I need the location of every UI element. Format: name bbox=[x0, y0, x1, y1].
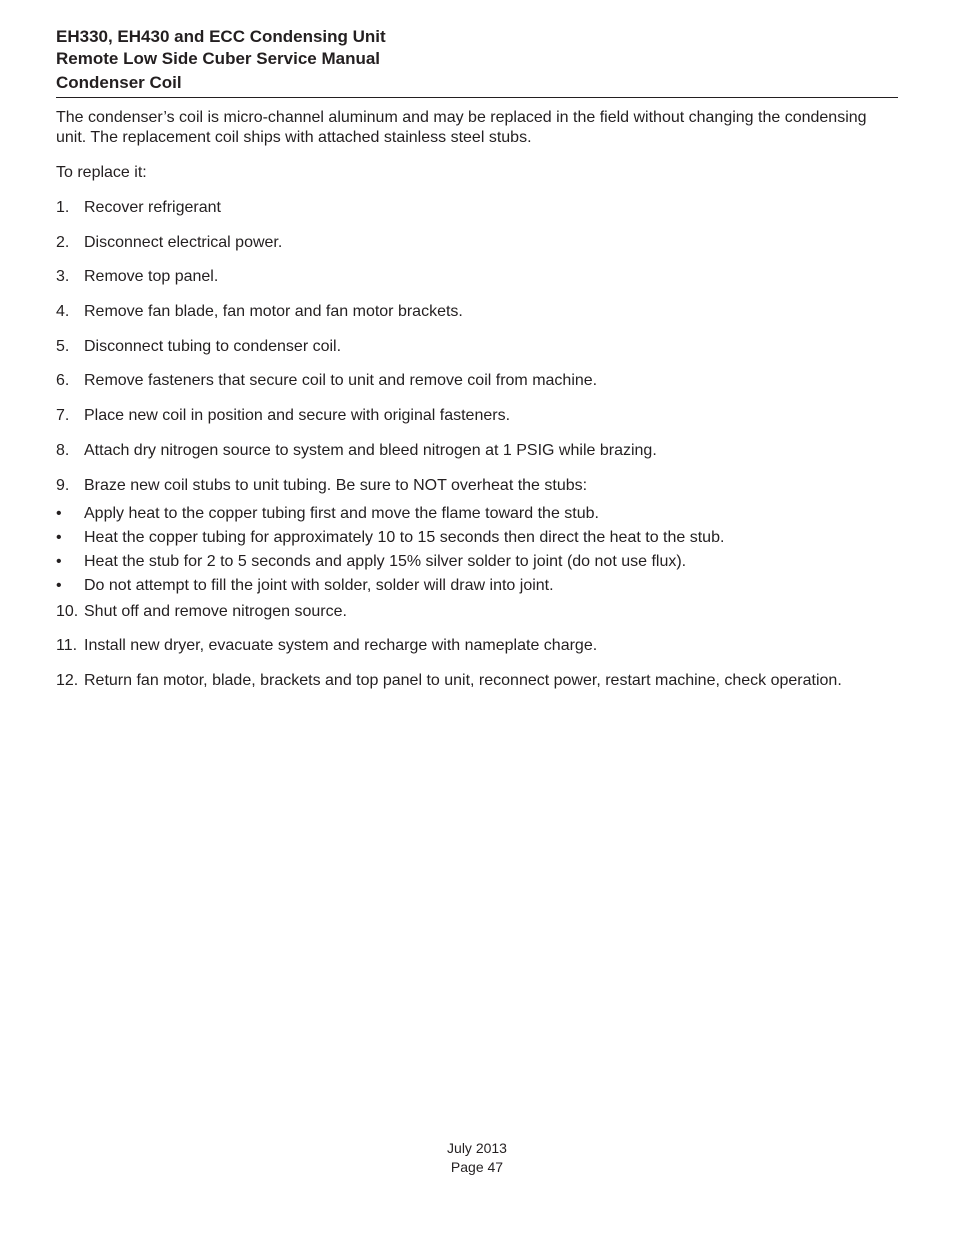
step-text: Braze new coil stubs to unit tubing. Be sure to NOT overheat the stubs: bbox=[84, 476, 588, 494]
page-footer bbox=[0, 1139, 954, 1177]
step-text: Place new coil in position and secure with original fasteners. bbox=[84, 407, 511, 425]
step-item bbox=[56, 267, 898, 287]
step-text: Shut off and remove nitrogen source. bbox=[84, 602, 347, 620]
step-text: Return fan motor, blade, brackets and top panel to unit, reconnect power, restart machine, check operation. bbox=[84, 671, 842, 689]
step-text: Disconnect tubing to condenser coil. bbox=[84, 337, 342, 355]
bullet-icon: • bbox=[56, 528, 62, 546]
sub-step-item bbox=[56, 528, 898, 548]
step-item bbox=[56, 233, 898, 253]
step-item bbox=[56, 337, 898, 357]
step-number: 4. bbox=[56, 303, 70, 321]
step-item bbox=[56, 441, 898, 461]
footer-date: July 2013 bbox=[447, 1140, 507, 1156]
step-item bbox=[56, 476, 898, 596]
step-number: 12. bbox=[56, 671, 79, 689]
step-item bbox=[56, 602, 898, 622]
sub-step-text: Apply heat to the copper tubing first and move the flame toward the stub. bbox=[84, 504, 599, 522]
step-item bbox=[56, 406, 898, 426]
step-text: Remove fasteners that secure coil to unit and remove coil from machine. bbox=[84, 372, 598, 390]
bullet-icon: • bbox=[56, 504, 62, 522]
step-number: 5. bbox=[56, 337, 70, 355]
step-text: Disconnect electrical power. bbox=[84, 233, 283, 251]
step-number: 9. bbox=[56, 476, 70, 494]
step-text: Remove fan blade, fan motor and fan motor brackets. bbox=[84, 303, 463, 321]
step-number: 1. bbox=[56, 199, 70, 216]
step-item bbox=[56, 671, 898, 691]
sub-step-item bbox=[56, 504, 898, 524]
intro-paragraph: The condenser’s coil is micro-channel aluminum and may be replaced in the field without changing the condensing unit. The replacement coil ships with attached stainless steel stubs. bbox=[56, 109, 867, 146]
sub-step-item bbox=[56, 552, 898, 572]
sub-step-text: Heat the stub for 2 to 5 seconds and apply 15% silver solder to joint (do not use flux). bbox=[84, 552, 687, 570]
section-title: Condenser Coil bbox=[56, 73, 182, 92]
footer-page-number: Page 47 bbox=[450, 1159, 504, 1175]
step-item bbox=[56, 302, 898, 322]
brazing-sub-steps bbox=[56, 504, 898, 596]
lead-paragraph: To replace it: bbox=[56, 164, 147, 181]
header-model-line: EH330, EH430 and ECC Condensing Unit bbox=[56, 27, 386, 46]
step-number: 11. bbox=[56, 637, 78, 655]
step-text: Remove top panel. bbox=[84, 268, 219, 286]
step-number: 8. bbox=[56, 441, 70, 459]
manual-page bbox=[56, 26, 898, 706]
replacement-steps bbox=[56, 198, 898, 691]
step-number: 7. bbox=[56, 407, 70, 425]
sub-step-text: Do not attempt to fill the joint with solder, solder will draw into joint. bbox=[84, 576, 554, 594]
sub-step-text: Heat the copper tubing for approximately 10 to 15 seconds then direct the heat to the stub. bbox=[84, 528, 725, 546]
header-manual-title: Remote Low Side Cuber Service Manual bbox=[56, 49, 381, 68]
step-text: Install new dryer, evacuate system and recharge with nameplate charge. bbox=[84, 637, 598, 655]
sub-step-item bbox=[56, 576, 898, 596]
step-text: Attach dry nitrogen source to system and bleed nitrogen at 1 PSIG while brazing. bbox=[84, 441, 657, 459]
step-number: 2. bbox=[56, 233, 70, 251]
step-number: 10. bbox=[56, 602, 79, 620]
step-text: Recover refrigerant bbox=[84, 199, 221, 216]
step-item bbox=[56, 371, 898, 391]
bullet-icon: • bbox=[56, 552, 62, 570]
step-number: 6. bbox=[56, 372, 70, 390]
step-number: 3. bbox=[56, 268, 70, 286]
header-divider bbox=[56, 97, 898, 98]
bullet-icon: • bbox=[56, 576, 62, 594]
step-item bbox=[56, 198, 898, 218]
step-item bbox=[56, 636, 898, 656]
